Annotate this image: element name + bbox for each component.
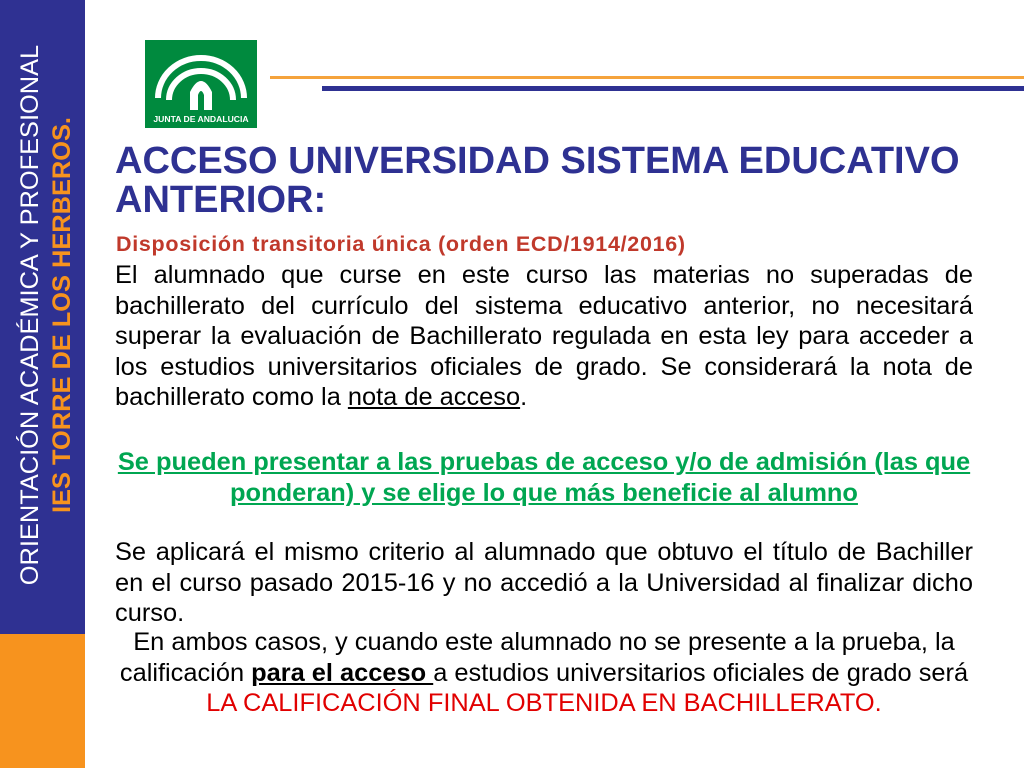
junta-de-andalucia-logo: [145, 40, 257, 128]
paragraph-line: [115, 688, 973, 719]
logo-graphic: [145, 40, 257, 128]
logo-arch-opening: [198, 91, 204, 110]
final-grade-statement: LA CALIFICACIÓN FINAL OBTENIDA EN BACHILLERATO: [206, 689, 875, 718]
paragraph-final-grade: [115, 627, 973, 719]
paragraph-text: calificación: [119, 658, 252, 687]
paragraph-previous-year: [115, 537, 973, 629]
paragraph-line: bachillerato del currículo del sistema educativo anterior, no necesitará: [115, 291, 973, 320]
paragraph-line: en el curso pasado 2015-16 y no accedió a la Universidad al finalizar dicho: [115, 568, 973, 597]
paragraph-line: Se aplicará el mismo criterio al alumnado que obtuvo el título de Bachiller: [115, 538, 973, 566]
highlight-line: ponderan) y se elige lo que más beneficie al alumno: [230, 478, 858, 507]
header-rule-blue: [322, 86, 1024, 91]
highlight-line: Se pueden presentar a las pruebas de acceso y/o de admisión (las que: [117, 448, 971, 476]
sidebar-title: ORIENTACIÓN ACADÉMICA Y PROFESIONAL: [16, 44, 44, 586]
sidebar-footer-block: [0, 634, 85, 768]
paragraph-access-rule: [115, 260, 973, 413]
paragraph-text: a estudios universitarios oficiales de grado será: [433, 658, 969, 687]
paragraph-text: .: [874, 689, 882, 718]
underlined-term: nota de acceso: [347, 383, 521, 412]
paragraph-line: [115, 658, 973, 689]
header-rule-orange: [270, 76, 1024, 79]
sidebar-school-name: IES TORRE DE LOS HERBEROS.: [48, 117, 76, 513]
paragraph-line: superar la evaluación de Bachillerato regulada en esta ley para acceder a: [115, 322, 973, 351]
paragraph-line: El alumnado que curse en este curso las materias no superadas de: [115, 261, 973, 289]
paragraph-line: En ambos casos, y cuando este alumnado no se presente a la prueba, la: [133, 628, 955, 656]
paragraph-line: los estudios universitarios oficiales de grado. Se considerará la nota de: [115, 352, 973, 381]
emphasized-term: para el acceso: [251, 658, 434, 687]
slide-subtitle: Disposición transitoria única (orden ECD/1914/2016): [116, 232, 686, 256]
paragraph-line: [115, 382, 973, 413]
slide-title: ACCESO UNIVERSIDAD SISTEMA EDUCATIVO ANTERIOR:: [115, 140, 960, 221]
highlight-note: [115, 447, 973, 508]
paragraph-line: curso.: [115, 599, 185, 628]
paragraph-text: .: [520, 383, 528, 412]
logo-text: JUNTA DE ANDALUCIA: [153, 114, 249, 124]
paragraph-text: bachillerato como la: [115, 383, 348, 412]
